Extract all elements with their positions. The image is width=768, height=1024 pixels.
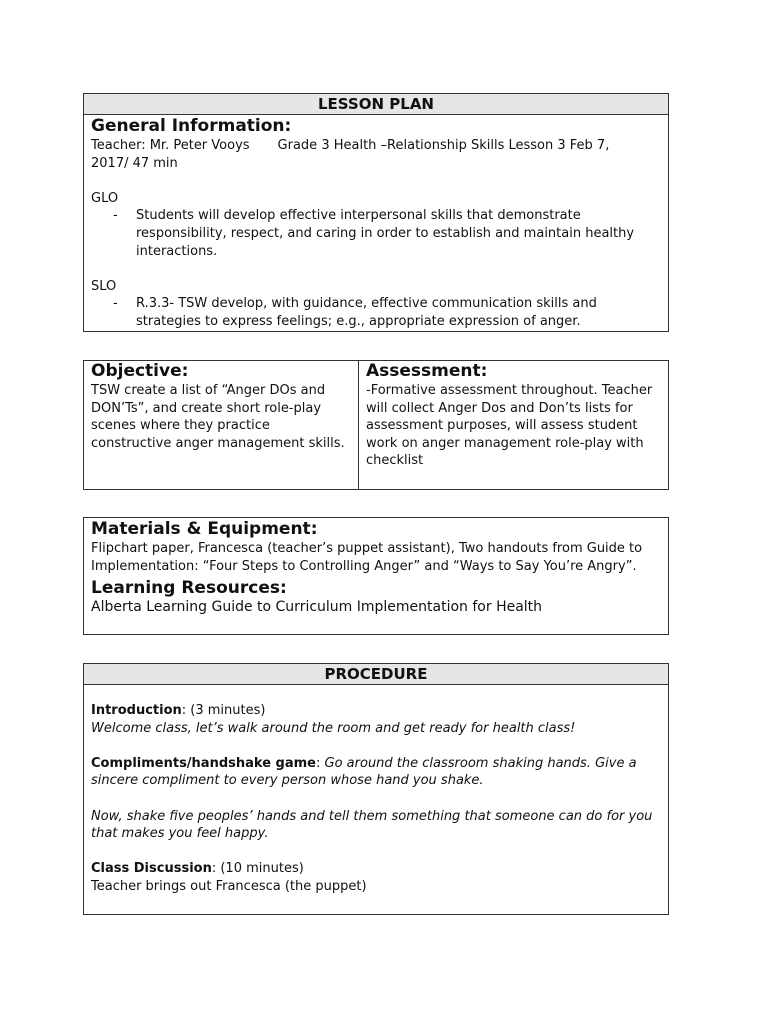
- introduction-text-wrap: [91, 720, 661, 738]
- glo-list: [91, 207, 661, 260]
- materials-heading: Materials & Equipment:: [91, 519, 318, 539]
- objective-heading: Objective:: [91, 361, 189, 381]
- game-label: Compliments/handshake game: [91, 755, 316, 771]
- general-information-heading: General Information:: [91, 116, 292, 136]
- teacher-name: Teacher: Mr. Peter Vooys: [91, 138, 250, 153]
- game-text: Go around the classroom shaking hands. Give a sincere compliment to every person whose hand you shake.: [91, 755, 637, 789]
- learning-resources-heading: Learning Resources:: [91, 578, 287, 599]
- shake-text: Now, shake five peoples’ hands and tell them something that someone can do for you that makes you feel happy.: [91, 808, 653, 842]
- materials-text: Flipchart paper, Francesca (teacher’s puppet assistant), Two handouts from Guide to Implementation: “Four Steps to Controlling Anger” and “Ways to Say You’re Angry”.: [91, 541, 643, 574]
- teacher-info: [91, 137, 661, 172]
- lesson-plan-title: LESSON PLAN: [84, 94, 668, 115]
- assessment-text: -Formative assessment throughout. Teacher will collect Anger Dos and Don’ts lists for assessment purposes, will assess student work on anger management role-play with checklist: [366, 383, 653, 469]
- slo-item: - R.3.3- TSW develop, with guidance, effective communication skills and strategies to express feelings; e.g., appropriate expression of anger.: [91, 295, 661, 330]
- objective-assessment-box: [83, 360, 669, 490]
- procedure-title: PROCEDURE: [84, 664, 668, 685]
- introduction-text: Welcome class, let’s walk around the room and get ready for health class!: [91, 720, 576, 736]
- date-duration: 2017/ 47 min: [91, 155, 178, 171]
- game-separator: :: [316, 755, 325, 771]
- introduction-time: : (3 minutes): [181, 703, 266, 718]
- lesson-plan-box: [83, 93, 669, 332]
- learning-resources-text: Alberta Learning Guide to Curriculum Implementation for Health: [91, 599, 543, 616]
- slo-list: [91, 295, 661, 330]
- procedure-box: [83, 663, 669, 915]
- glo-label: GLO: [91, 190, 119, 206]
- assessment-heading: Assessment:: [366, 361, 488, 381]
- course-info: Grade 3 Health –Relationship Skills Lesson 3 Feb 7,: [277, 138, 610, 153]
- materials-box: [83, 517, 669, 635]
- glo-item: - Students will develop effective interpersonal skills that demonstrate responsibility, respect, and caring in order to establish and maintain healthy interactions.: [91, 207, 661, 260]
- discussion-line: [91, 860, 661, 878]
- discussion-label: Class Discussion: [91, 861, 212, 877]
- slo-label: SLO: [91, 278, 117, 294]
- objective-text: TSW create a list of “Anger DOs and DON’Ts”, and create short role-play scenes where they practice constructive anger management skills.: [91, 383, 345, 451]
- discussion-text: Teacher brings out Francesca (the puppet): [91, 878, 367, 894]
- game-paragraph: [91, 755, 661, 790]
- introduction-label: Introduction: [91, 703, 182, 718]
- assessment-section: [359, 361, 668, 489]
- shake-paragraph: [91, 808, 661, 843]
- discussion-time: : (10 minutes): [211, 861, 304, 877]
- introduction-line: [91, 702, 661, 720]
- objective-section: [84, 361, 359, 489]
